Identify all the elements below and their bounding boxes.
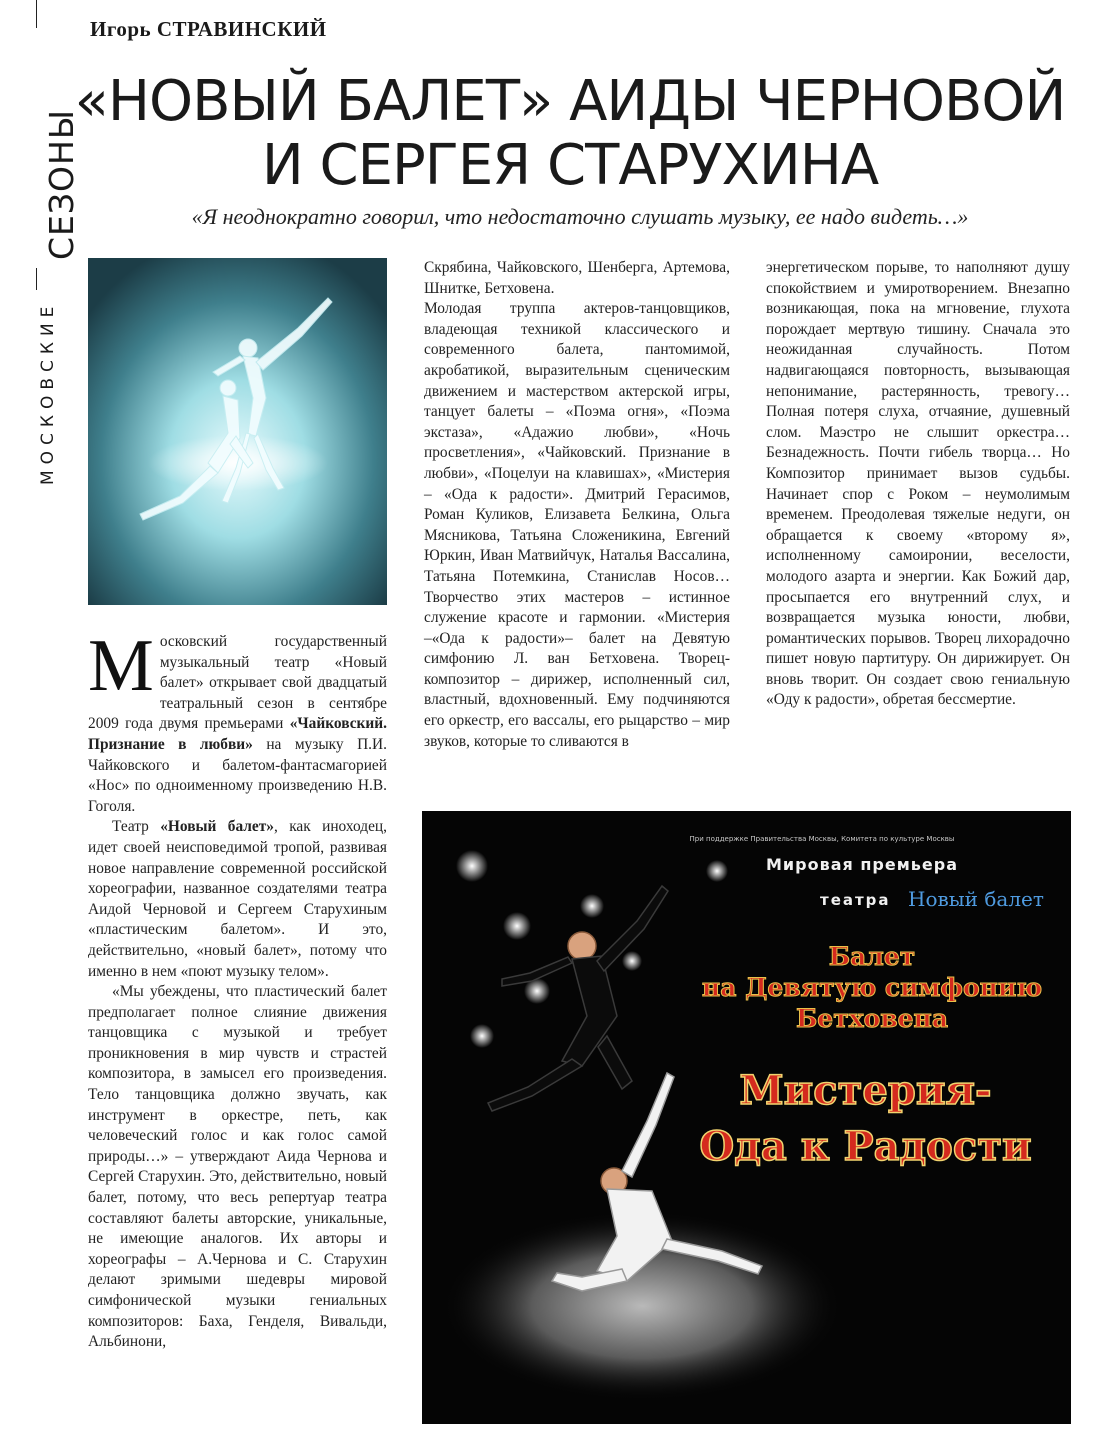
ballet-duet-photo	[88, 258, 387, 605]
paragraph-intro	[88, 625, 387, 817]
paragraph-3: «Мы убеждены, что пластический балет предполагает полное слияние движения танцовщика с музыкой и требует проникновения в мир чувств и страстей композитора, в замысел его произведения. Тело танцовщика должно звучать, как инструмент в оркестре, петь, как человеческий голос и как голос самой природы…» – утверждают Аида Чернова и Сергей Старухин. Это, действительно, новый балет, потому, что весь репертуар театра составляют балеты авторские, уникальные, не имеющие аналогов. Их авторы и хореографы – А.Чернова и С. Старухин делают зримыми шедевры мировой симфонической музыки гениальных композиторов: Баха, Генделя, Вивальди, Альбинони,	[88, 983, 387, 1351]
poster-subtitle-line-2: на Девятую симфонию	[701, 973, 1043, 1002]
rail-section-label: СЕЗОНЫ	[42, 109, 81, 260]
p2-bold-theatre: «Новый балет»	[160, 818, 274, 836]
col2-paragraph-2: Молодая труппа актеров-танцовщиков, владеющая техникой классического и современного балета, пантомимой, акробатикой, выразительным сценическим движением и мастерством актерской игры, танцует балеты – «Поэма огня», «Поэма экстаза», «Адажио любви», «Ночь просветления», «Чайковский. Признание в любви», «Поцелуи на клавишах», «Мистерия – «Ода к радости». Дмитрий Герасимов, Роман Куликов, Елизавета Белкина, Ольга Мясникова, Татьяна Сложеникина, Евгений Юркин, Иван Матвийчук, Наталья Вассалина, Татьяна Потемкина, Станислав Носов… Творчество этих мастеров – истинное служение красоте и гармонии. «Мистерия –«Ода к радости»– балет на Девятую симфонию Л. ван Бетховена. Творец-композитор – дирижер, исполненный сил, властный, вдохновенный. Ему подчиняются его оркестр, его вассалы, его рыцарство – мир звуков, которые то сливаются в	[424, 300, 730, 750]
poster-premiere-line-2: театра	[820, 891, 891, 909]
poster-premiere-line-1: Мировая премьера	[766, 855, 958, 874]
poster-subtitle-line-1: Балет	[828, 942, 916, 971]
p2-start: Театр	[112, 818, 161, 836]
poster-subtitle-line-3: Бетховена	[795, 1004, 949, 1033]
rail-divider	[36, 268, 37, 290]
intro-tail: на музыку П.И. Чайковского и балетом-фантасмагорией «Нос» по одноименному произведению Н.В. Гоголя.	[88, 735, 387, 815]
p2-rest: , как иноходец, идет своей неисповедимой тропой, развивая новое направление современной российской хореографии, названное создателями театра Аидой Черновой и Сергеем Старухиным «пластическим балетом». И это, действительно, «новый балет», потому что именно в нем «поют музыку телом».	[88, 818, 387, 980]
text-column-3	[766, 258, 1070, 711]
text-column-2	[424, 258, 730, 752]
article-title	[70, 70, 1070, 198]
poster-support-line: При поддержке Правительства Москвы, Комитета по культуре Москвы	[689, 835, 955, 843]
poster-subtitle	[672, 941, 1072, 1034]
premiere-poster	[422, 811, 1071, 1424]
poster-main-title-line-1: Мистерия-	[739, 1067, 992, 1114]
poster-main-title-line-2: Ода к Радости	[699, 1123, 1032, 1170]
title-line-2: И СЕРГЕЯ СТАРУХИНА	[261, 133, 879, 198]
rail-section-sublabel: МОСКОВСКИЕ	[38, 300, 58, 485]
intro-bold-title: «Чайковский. Признание в любви»	[88, 715, 387, 753]
theatre-logo-text: Новый балет	[908, 887, 1044, 911]
author-name: Игорь СТРАВИНСКИЙ	[90, 17, 327, 41]
drop-cap: М	[88, 625, 154, 707]
epigraph-quote: «Я неоднократно говорил, что недостаточно слушать музыку, ее надо видеть…»	[191, 204, 969, 229]
title-line-1: «НОВЫЙ БАЛЕТ» АИДЫ ЧЕРНОВОЙ	[74, 69, 1066, 134]
text-column-1	[88, 625, 387, 1353]
paragraph-2	[88, 817, 387, 982]
intro-text: осковский государственный музыкальный театр «Новый балет» открывает свой двадцатый театральный сезон в сентябре 2009 года двумя премьерами	[88, 633, 387, 733]
rail-top-line	[36, 0, 37, 28]
poster-main-title	[660, 1063, 1071, 1175]
col2-paragraph-1: Скрябина, Чайковского, Шенберга, Артемова, Шнитке, Бетховена.	[424, 259, 730, 297]
col3-paragraph-1: энергетическом порыве, то наполняют душу спокойствием и умиротворением. Внезапно возникающая, пока на мгновение, глухота порождает мертвую тишину. Сначала это неожиданная случайность. Потом надвигающаяся повторность, вызывающая непонимание, растерянность, тревогу… Полная потеря слуха, отчаяние, душевный слом. Маэстро не слышит оркестра… Безнадежность. Почти гибель творца… Но Композитор принимает вызов судьбы. Начинает спор с Роком – неумолимым временем. Преодолевая тяжелые недуги, он обращается к своему «второму я», исполненному самоиронии, веселости, молодого азарта и энергии. Как Божий дар, просыпается его внутренний слух, и возвращается музыка юности, любви, романтических порывов. Творец лихорадочно пишет новую партитуру. Он дирижирует. Он вновь творит. Он создает свою гениальную «Оду к радости», обретая бессмертие.	[766, 259, 1070, 709]
